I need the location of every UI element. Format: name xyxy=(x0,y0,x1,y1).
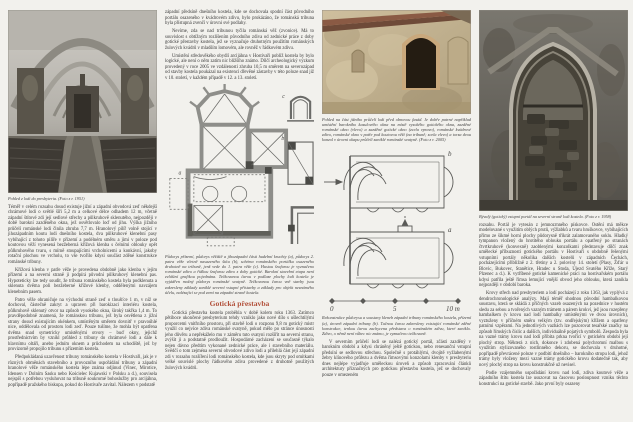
axon-label-b: b xyxy=(448,149,452,158)
scale-label-5: 5 xyxy=(393,304,397,313)
paragraph: Gotická přestavba kostela proběhla v době kolem roku 1363. Zatímco pětiboce ukončené presbyterium tehdy vzniklo jako nové dílo s ušlechtilými proporcemi vnitřního prostoru, při stavbě lodi o rozponu 9,8 m gotický mistr využil co nejvíce zdiva románské svatyně, pokud mělo po stránce únosnosti jeho důvěru a nepřekáželo mu v záměru tuto svatyni rozšířit na severní stranu, zvýšit ji a podstatně prodloužit. Hospodárné zacházení se současně týkalo nejen dávno předtím vykonané zednické práce, ale i stavebního materiálu. Svědčí o tom zejména severní obvodové zdivo lodi a přilehlá část její západní zdi v rozsahu rozšíření lodi románského kostela, kde jsou skryty pod omítkami velké souvislé plochy řádkového zdiva provedené z druhotně použitých žulových kvádrů. xyxy=(165,310,314,371)
paragraph: V severním průčelí lodi se nalézá gotický portál, zčásti zazděný v barokním období a kdysi chráněný ještě gotickou, nebo renesanční vstupní předsíní se sedlovou střechou. Společně s protáhlými, dvojitě vyžlabenými žebry klínového průřezu a dvěma římsovými konzolami klenby v presbyteriu dnes nejlépe vyjadřuje uměleckou úroveň a způsob zpracování článků architektury příznačných pro gotickou přestavbu kostela, jež se dochovaly pouze v omezeném xyxy=(322,339,471,378)
paragraph: Podle vzájemného uspořádání krovu nad lodí, zdiva koutové věže a západního štítu kostela lze usuzovat na časovou posloupnost vzniku těchto konstrukcí na gotické stavbě. Jako první byly osazeny xyxy=(479,370,628,387)
column-1 xyxy=(8,10,157,422)
plan-label-a: a xyxy=(178,170,182,177)
portal-photo-caption: Bývalý (gotický) vstupní portál na severní straně lodi kostela. (Foto z r. 1958) xyxy=(479,213,612,219)
scale-label-10m: 10 m xyxy=(446,304,460,313)
paragraph: Křížová klenba v patře věže je provedena obdobně jako klenba v jejím přízemí a na severní straně ji podpírá původní půlkruhový klenební pas. Hypoteticky lze tedy soudit, že tribuna románského kostela byla podklenuta a sklenuta dvěma poli bezžeberné křížové klenby, oddělenými navzájem klenebním pasem. xyxy=(8,267,157,295)
plan-label-c: c xyxy=(282,93,285,100)
facade-photo-caption: Pohled na část jižního průčelí lodi před obnovou fasád. Je dobře patrné například umístění barokního kasulového okna na místě vysokého gotického okna, zazděné románské okno (vlevo) a zazděné gotické okno (zcela vpravo), románské kvádrové zdivo, románské okno v patře pod koutovou věží (na tribuně; zcela vlevo) a torza dvou konzol v úrovni okapu průčelí zaniklé románské svatyně. (Foto z r. 2005) xyxy=(322,116,471,142)
paragraph: Krovy střech nad presbyteriem a lodí pocházejí z roku 1363, jak vyplývá z dendrochronologické analýzy. Mají téměř shodnou původní hambalkovou soustavu, která se skládá z příčných vazeb osazených na pozednice v hustém sledu za sebou a tvořených vazným trámem a párem krokví, jež jsou rozepřeny hambalkem (v krovu nad lodí hambalky umístěnými ve dvou úrovních), vyztuženy v příčném směru velkým (tzv. ondřejským) křížem a opatřeny patními vzpěrami. Na jednotlivých vazbách lze pozorovat tesařské značky na způsob římských číslic a dalších, individuálně pojatých symbolů. Zespoda byla na vazné trámy krovu nad lodí přibita prkna tvořící v gotickém období její plochý strop. Některá z nich, dokonce i zdobená polychromní malbou s využitím stylizovaného rostlinného dekoru, se dochovala v druhotné, popřípadě převrácené poloze v podbití dnešního – barokního stropu lodi, jehož trámy byly vloženy mezi vazné trámy gotického krovu dodatečně tak, aby nový plochý strop na krovu konstrukčně už nevisel. xyxy=(479,291,628,368)
south-facade-photo xyxy=(322,10,471,114)
floor-plan-caption: Půdorys přízemí, půdorys věžiště a jihozápadní části hudební kruchty (a), půdorys 2. patra věže včetně nasazeného štítu (b), schéma románského portálku osazeného druhotně na tribuně, jenž vede do 1. patra věže (c). Hustou šrafurou je vyznačeno románské zdivo a řídkou šrafurou zdivo z doby gotické. Barokní stavební etapa není zvláštní grafikou pojednána. Tečkovanou čarou v podlaze plochy lodi kostela je vyjádřen možný půdorys románské svatyně. Tečkovanou čarou vně stavby jsou zakresleny základy zaniklé severní vstupní přístavby a základy pro objekt neznámého účelu, nalézající se pod zemí na západní straně kostela. xyxy=(165,254,314,295)
paragraph: rozsahu. Portál je vytesán z jemnozrnného pískovce. Ostění má měkce modelované s využitím oblých prutů, výžlabků a tvaru hruškovce, vybíhajících přímo ze šikmé horní plochy půdorysně třikrát zalamovaného soklu. Hladký tympanon vložený do hrotitého oblouku portálu a opatřený po stranách čtvrtkruhově (konvexně) zaoblenými konzolkami představuje dílčí znak umělecké příbuznosti gotického portálu v Hostivaři s obdobně řešenými vstupními portály několika dalších kostelů v západních Čechách, pocházejícími přibližně z 2. třetiny a 2. poloviny 14. století (Plasy, Žďár u Blovic, Bukovec, Stanětice, Hradec u Stoda, Újezd Svatého Kříže, Starý Plzenec a d.). K vytříbené gotické kamenické práci na hostivařském portálu kdysi patřila ještě římsa lemující vnější obvod jeho oblouku, která zanikla nejpozději v období baroka. xyxy=(479,222,628,289)
column-3 xyxy=(322,10,471,422)
floor-plan-figure xyxy=(165,84,314,252)
floor-plan-drawing xyxy=(165,84,314,252)
gothic-portal-photo-image xyxy=(479,10,628,211)
gothic-portal-photo xyxy=(479,10,628,211)
scale-bar xyxy=(322,297,471,313)
interior-photo-caption: Pohled z lodi do presbyteria. (Foto z r. 1951) xyxy=(8,195,85,201)
scale-bar-graphic xyxy=(322,297,471,313)
plan-label-b: b xyxy=(281,135,285,142)
church-interior-photo xyxy=(8,10,157,193)
axonometric-caption: Rekonstrukce půdorysu a soustavy kleneb západní tribuny románského kostela, přízemí (a), úroveň západní tribuny (b). Tučnou čarou zakresleny existující románské zděné konstrukce, tenkou čarou zachycena představa o románském zdivu, které zaniklo. Zdivo, o němž není vůbec nic známo, je vyznačeno tečkovaně. xyxy=(322,315,471,336)
section-heading-gothic-rebuild: Gotická přestavba xyxy=(209,298,270,308)
column-4 xyxy=(479,10,628,422)
church-interior-photo-image xyxy=(8,10,157,193)
south-facade-photo-image xyxy=(322,10,471,114)
axon-label-a: a xyxy=(448,225,452,234)
paragraph: západní předsíně dnešního kostela, kde se dochovala spodní část původního portálu osazeného v kvádrovém zdivu, bylo prokázáno, že románská tribuna byla přístupná zvenčí v úrovni své podlahy. xyxy=(165,10,314,26)
axonometric-drawing xyxy=(322,146,471,296)
column-2 xyxy=(165,10,314,422)
paragraph: Téměř v celém rozsahu dosud existuje jižní a západní obvodová zeď někdejší chrámové lodi o světlé šíři 5,2 m a celkové délce odhadem 12 m, včetně západní štítové zdi její sedlové střechy a půlkruhově sklenutého, nejpozději v době barokní zazděného okna, jež osvětlovalo loď od jihu. Výška jižního průčelí románské lodi činila zhruba 7,7 m. Hranolový pilíř volně stojící v jihozápadním koutu lodi dnešního kostela, dva půlkruhové klenební pasy vybíhající z tohoto pilíře v přízemí a podélném směru a jimi v poloze pod koutovou věží vynesená bezžeberná křížová klenba s čelními oblouky opět půlkruhového tvaru, s mírně stoupajícími vrcholnicemi a konkávní, jakoby rotační plochou ve vrcholu, to vše tvořilo kdysi součást zděné konstrukce románské tribuny. xyxy=(8,204,157,265)
paragraph: Nevíme, zda se nad tribunou tyčila románská věž (zvonice). Má to souvislost s obtížným rozlišením původního zdiva od zednické práce z doby gotické přestavby kostela, jež se vyznačuje druhotným použitím románských žulových kvádrů v mladším lomovém, ale rovněž v řádkovém zdivu. xyxy=(165,29,314,51)
axonometric-figure xyxy=(322,146,471,296)
scale-label-0: 0 xyxy=(330,304,334,313)
paragraph: Patro věže ohraničuje na východní straně zeď o tloušťce 1 m, v níž se dochoval, částečně zakryt a upraven při barokizaci interiéru kostela, půlkruhově sklenutý otvor na způsob vysokého okna, široký takřka 1,4 m. To pravděpodobně znamená, že románskou tribunu, jež byla osvětlena z jižní strany dosud existujícím okénkem, umístěným směrem dovnitř v pravoúhlé nice, oddělovala od prostoru lodi zeď. Pouze tušíme, že mohla být opatřena dvěma snad symetricky umístěnými otvory – buď okny, jejichž prostřednictvím by vznikl průhled z tribuny do chrámové lodi a dále k hlavnímu oltáři, anebo jedním oknem a průchodem na schodiště, jež by provizorně propojilo tribunu s přízemím kostela. xyxy=(8,297,157,353)
paragraph: Umístění středověkého obydlí arcijáhna v Hostivaři poblíž kostela by bylo logické, ale není o něm zatím nic bližšího známo. Dílčí archeologický výzkum provedený v roce 2005 ve vzdálenosti zhruba 10,5 m směrem na severozápad od stavby kostela poukázal na existenci dřevěné zástavby v této poloze snad již v 10. století, v každém případě v 12. a 13. století. xyxy=(165,53,314,81)
paragraph: Předpokládaná uzavřenost tribuny románského kostela v Hostivaři, jak je v různých obměnách stavebního a provozního uspořádání tribuny a západní hranolové věže románského kostela lépe známa odjinud (Vinec, Mirotice, Idensen v Dolním Sasku nebo Kościelec Kujawski v Polsku a d.), souvisela nejspíš s potřebou vysluhovat na tribuně soukromé bohoslužby pro arcijáhna, popřípadě pražského biskupa, pokud do Hostivaře zavítal. Nálezem v podstatě xyxy=(8,355,157,388)
